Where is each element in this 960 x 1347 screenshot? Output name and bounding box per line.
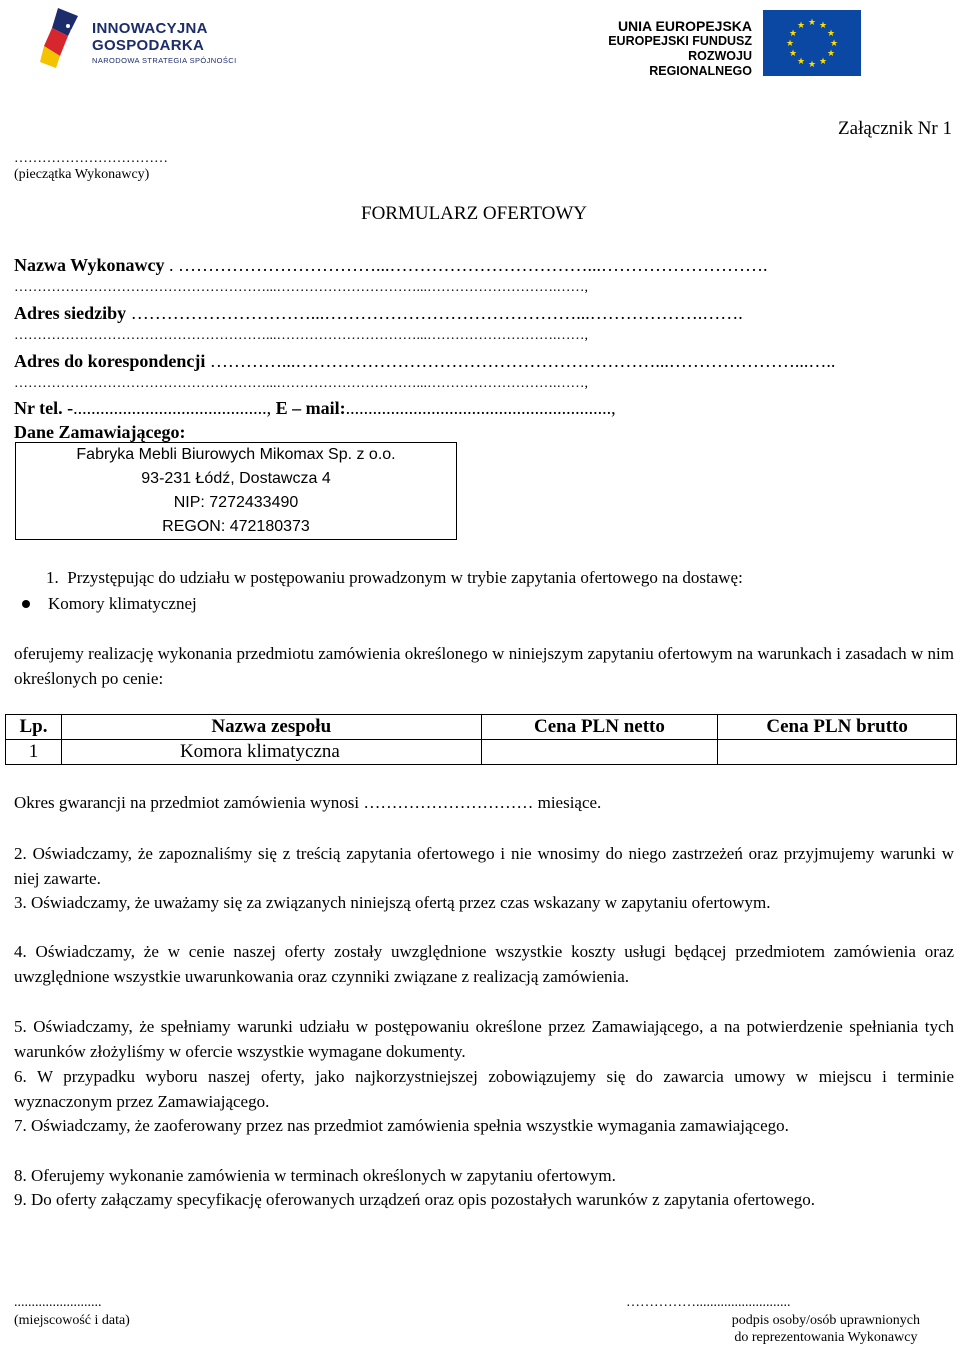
statement-5: 5. Oświadczamy, że spełniamy warunki udziału w postępowaniu określone przez Zamawiającego, a na potwierdzenie spełniania tych warunków złożyliśmy w ofercie wszystkie wymagane dokumenty. <box>14 1017 954 1061</box>
cell-net[interactable] <box>481 740 718 765</box>
client-label: Dane Zamawiającego: <box>14 422 186 442</box>
signature-label-line2: do reprezentowania Wykonawcy <box>734 1330 918 1345</box>
svg-text:★: ★ <box>826 49 836 59</box>
ig-line1: INNOWACYJNA <box>92 20 208 37</box>
contractor-name-line <box>14 253 768 277</box>
email-label: E – mail: <box>275 398 346 418</box>
correspondence-label: Adres do korespondencji <box>14 351 206 371</box>
ig-subline: NARODOWA STRATEGIA SPÓJNOŚCI <box>92 56 237 65</box>
phone-dots: ..........................................., <box>73 398 272 418</box>
svg-text:★: ★ <box>826 29 836 39</box>
signature-label-line1: podpis osoby/osób uprawnionych <box>731 1313 920 1328</box>
address-dots: …………………………...……………………………………...……………….……. <box>130 303 743 323</box>
statement-7: 7. Oświadczamy, że zaoferowany przez nas przedmiot zamówienia spełnia wszystkie wymagania zamawiającego. <box>14 1116 789 1135</box>
header-lp: Lp. <box>6 715 62 740</box>
warranty-line <box>14 791 601 815</box>
header-name: Nazwa zespołu <box>61 715 481 740</box>
client-box <box>15 442 457 540</box>
stamp-dots: …………………………… <box>14 151 168 166</box>
cell-lp: 1 <box>6 740 62 765</box>
statement-3: 3. Oświadczamy, że uważamy się za związanych niniejszą ofertą przez czas wskazany w zapytaniu ofertowym. <box>14 893 771 912</box>
svg-text:★: ★ <box>807 60 817 70</box>
cell-name: Komora klimatyczna <box>61 740 481 765</box>
statement-8: 8. Oferujemy wykonanie zamówienia w terminach określonych w zapytaniu ofertowym. <box>14 1166 616 1185</box>
place-date-label: (miejscowość i data) <box>14 1313 130 1328</box>
eu-flag-icon <box>763 10 861 76</box>
client-line: NIP: 7272433490 <box>173 494 299 511</box>
svg-text:★: ★ <box>796 57 806 67</box>
stamp-label: (pieczątka Wykonawcy) <box>14 167 150 182</box>
correspondence-line <box>14 349 835 373</box>
eu-fund-logo <box>588 10 863 76</box>
client-line: REGON: 472180373 <box>162 518 310 535</box>
statement-6: 6. W przypadku wyboru naszej oferty, jako najkorzystniejszej zobowiązujemy się do zawarcia umowy w miejscu i terminie wyznaczonym przez Zamawiającego. <box>14 1067 954 1111</box>
svg-text:★: ★ <box>818 21 828 31</box>
address-dots2: ………………………………………………...…………………………...……………………….……, <box>14 328 588 343</box>
svg-text:★: ★ <box>796 21 806 31</box>
correspondence-dots2: ………………………………………………...…………………………...……………………….……, <box>14 376 588 391</box>
contractor-name-dots2: ………………………………………………...…………………………...……………………….……, <box>14 280 588 295</box>
svg-text:★: ★ <box>807 18 817 28</box>
price-table <box>5 714 957 765</box>
warranty-unit: miesiące. <box>537 793 602 812</box>
signature-label <box>732 1312 920 1346</box>
contractor-name-dots: . ……………………………...……………………………...………………………. <box>169 255 768 275</box>
attachment-number: Załącznik Nr 1 <box>838 118 952 139</box>
eu-line1: UNIA EUROPEJSKA <box>617 18 752 34</box>
point1-bullet-text: Komory klimatycznej <box>48 594 197 613</box>
point1-bullet-row <box>14 592 197 616</box>
ig-line2: GOSPODARKA <box>92 37 205 54</box>
point1-line <box>46 566 743 590</box>
form-title <box>0 203 960 225</box>
svg-text:★: ★ <box>818 57 828 67</box>
header-net: Cena PLN netto <box>481 715 718 740</box>
table-row <box>6 740 957 765</box>
eu-line2: EUROPEJSKI FUNDUSZ <box>608 34 752 48</box>
phone-label: Nr tel. - <box>14 398 74 418</box>
warranty-dots: ………………………… <box>363 793 534 812</box>
svg-text:★: ★ <box>788 49 798 59</box>
email-dots: ..........................................................., <box>345 398 616 418</box>
point1-number: 1. <box>46 568 59 587</box>
address-line <box>14 301 743 325</box>
contractor-name-label: Nazwa Wykonawcy <box>14 255 165 275</box>
address-label: Adres siedziby <box>14 303 127 323</box>
statement-4: 4. Oświadczamy, że w cenie naszej oferty zostały uwzględnione wszystkie koszty usługi będącej przedmiotem zamówienia oraz uwzględnione wszystkie uwarunkowania oraz czynniki związane z realizacją zamówienia. <box>14 942 954 986</box>
bullet-icon <box>22 600 30 608</box>
ig-emblem-icon <box>38 6 84 68</box>
form-title-text: FORMULARZ OFERTOWY <box>361 203 587 224</box>
signature-dots: ……………........................... <box>626 1295 791 1310</box>
table-header-row <box>6 715 957 740</box>
offer-text: oferujemy realizację wykonania przedmiotu zamówienia określonego w niniejszym zapytaniu ofertowym na warunkach i zasadach w nim określonych po cenie: <box>14 644 954 688</box>
svg-text:★: ★ <box>788 29 798 39</box>
client-line: 93-231 Łódź, Dostawcza 4 <box>141 470 331 487</box>
point1-text: Przystępując do udziału w postępowaniu prowadzonym w trybie zapytania ofertowego na dostawę: <box>67 568 743 587</box>
eu-line3: ROZWOJU REGIONALNEGO <box>649 49 752 78</box>
innowacyjna-gospodarka-logo <box>38 6 268 70</box>
statement-9: 9. Do oferty załączamy specyfikację oferowanych urządzeń oraz opis pozostałych warunków z zapytania ofertowego. <box>14 1190 816 1209</box>
warranty-text: Okres gwarancji na przedmiot zamówienia wynosi <box>14 793 360 812</box>
statement-2: 2. Oświadczamy, że zapoznaliśmy się z treścią zapytania ofertowego i nie wnosimy do niego zastrzeżeń oraz przyjmujemy warunki w niej zawarte. <box>14 844 954 888</box>
svg-text:★: ★ <box>829 39 839 49</box>
place-date-dots: ......................... <box>14 1295 102 1310</box>
svg-text:★: ★ <box>785 39 795 49</box>
header-gross: Cena PLN brutto <box>718 715 957 740</box>
correspondence-dots: …………...……………………………………………………...…………………...….. <box>209 351 836 371</box>
client-line: Fabryka Mebli Biurowych Mikomax Sp. z o.o. <box>76 446 396 463</box>
cell-gross[interactable] <box>718 740 957 765</box>
contact-line <box>14 396 616 420</box>
